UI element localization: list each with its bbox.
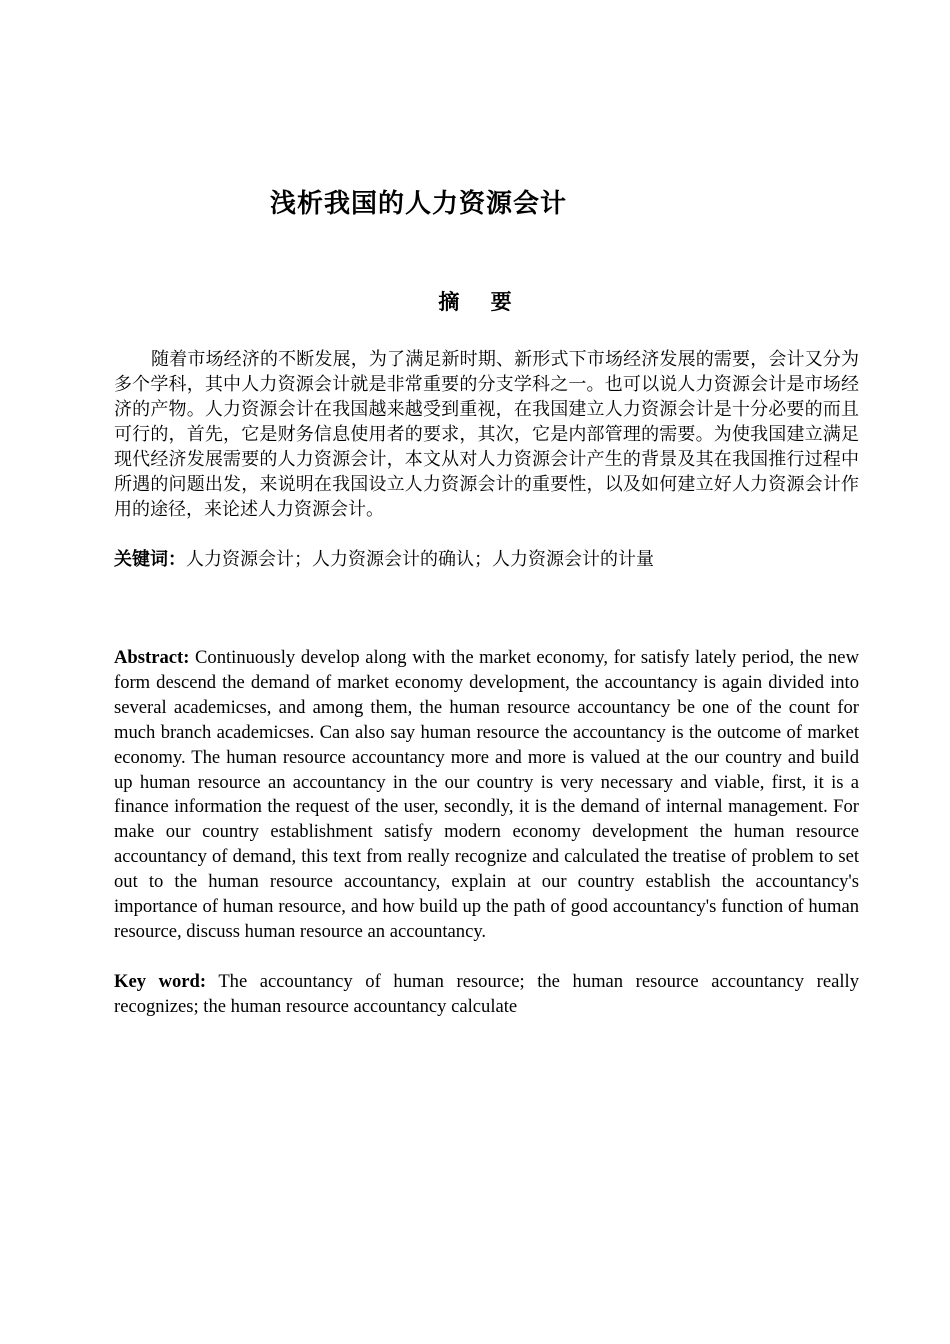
english-abstract xyxy=(114,646,859,945)
chinese-keywords-text: 人力资源会计；人力资源会计的确认；人力资源会计的计量 xyxy=(186,549,654,570)
chinese-keywords xyxy=(114,547,859,572)
english-abstract-text: Continuously develop along with the market economy, for satisfy lately period, the new form descend the demand of market economy development, the accountancy is again divided into several academicses, and among them, the human resource accountancy be one of the count for much branch academicses. Can also say human resource the accountancy is the outcome of market economy. The human resource accountancy more and more is valued at the our country and build up human resource an accountancy in the our country is very necessary and viable, first, it is a finance information the request of the user, secondly, it is the demand of internal management. For make our country establishment satisfy modern economy development the human resource accountancy of demand, this text from really recognize and calculated the treatise of problem to set out to the human resource accountancy, explain at our country establish the accountancy's importance of human resource, and how build up the path of good accountancy's function of human resource, discuss human resource an accountancy. xyxy=(114,647,859,942)
english-keywords-label: Key word: xyxy=(114,971,207,992)
english-keywords xyxy=(114,970,859,1020)
abstract-heading: 摘 要 xyxy=(438,290,524,314)
english-abstract-label: Abstract: xyxy=(114,647,190,668)
chinese-keywords-label: 关键词： xyxy=(114,549,186,570)
chinese-abstract-body: 随着市场经济的不断发展，为了满足新时期、新形式下市场经济发展的需要，会计又分为多个学科，其中人力资源会计就是非常重要的分支学科之一。也可以说人力资源会计是市场经济的产物。人力资源会计在我国越来越受到重视，在我国建立人力资源会计是十分必要的而且可行的，首先，它是财务信息使用者的要求，其次，它是内部管理的需要。为使我国建立满足现代经济发展需要的人力资源会计，本文从对人力资源会计产生的背景及其在我国推行过程中所遇的问题出发，来说明在我国设立人力资源会计的重要性，以及如何建立好人力资源会计作用的途径，来论述人力资源会计。 xyxy=(114,349,859,520)
document-title: 浅析我国的人力资源会计 xyxy=(270,189,568,219)
english-keywords-text: The accountancy of human resource; the human resource accountancy really recognizes; the human resource accountancy calculate xyxy=(114,971,859,1017)
